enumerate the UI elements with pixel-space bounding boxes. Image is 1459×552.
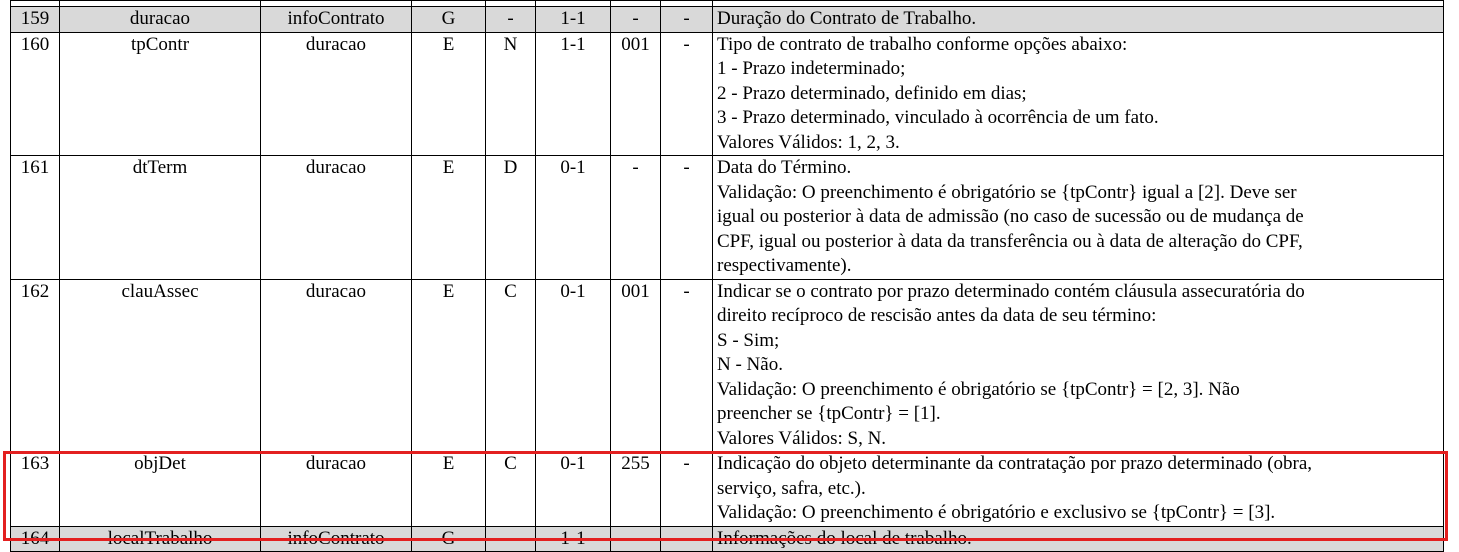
size-cell: 001 <box>611 279 661 452</box>
description-line: 1 - Prazo indeterminado; <box>717 58 906 79</box>
element-type-cell: G <box>412 526 486 552</box>
description-cell <box>713 32 1444 156</box>
field-name-cell: objDet <box>60 452 261 527</box>
description-cell <box>713 7 1444 33</box>
description-line: 2 - Prazo determinado, definido em dias; <box>717 82 1027 104</box>
table-row <box>11 32 1444 156</box>
size-cell: 255 <box>611 452 661 527</box>
table-row <box>11 279 1444 452</box>
description-cell <box>713 279 1444 452</box>
description-cell <box>713 156 1444 280</box>
description-line: serviço, safra, etc.). <box>717 477 866 499</box>
occurrence-cell: 1-1 <box>536 7 611 33</box>
element-type-cell: E <box>412 32 486 156</box>
description-line: CPF, igual ou posterior à data da transferência ou à data de alteração do CPF, <box>717 230 1303 252</box>
description-line: igual ou posterior à data de admissão (no caso de sucessão ou de mudança de <box>717 206 1304 227</box>
parent-cell: duracao <box>261 156 412 280</box>
element-type-cell: G <box>412 7 486 33</box>
element-type-cell: E <box>412 452 486 527</box>
description-line: N - Não. <box>717 354 783 375</box>
description-line: S - Sim; <box>717 329 780 351</box>
decimal-cell: - <box>661 279 713 452</box>
data-type-cell: N <box>486 32 536 156</box>
description-line: direito recíproco de rescisão antes da data de seu término: <box>717 305 1157 326</box>
description-line: Tipo de contrato de trabalho conforme opções abaixo: <box>717 33 1128 55</box>
description-line: Valores Válidos: 1, 2, 3. <box>717 131 900 153</box>
description-cell <box>713 526 1444 552</box>
seq-cell: 161 <box>11 156 60 280</box>
size-cell: - <box>611 526 661 552</box>
description-line: Informações do local de trabalho. <box>717 527 972 549</box>
description-line: preencher se {tpContr} = [1]. <box>717 403 941 424</box>
seq-cell: 159 <box>11 7 60 33</box>
data-type-cell: - <box>486 526 536 552</box>
seq-cell: 162 <box>11 279 60 452</box>
description-line: Indicar se o contrato por prazo determinado contém cláusula assecuratória do <box>717 280 1305 302</box>
table-row-group <box>11 7 1444 33</box>
field-name-cell: localTrabalho <box>60 526 261 552</box>
occurrence-cell: 0-1 <box>536 156 611 280</box>
decimal-cell: - <box>661 32 713 156</box>
field-name-cell: duracao <box>60 7 261 33</box>
data-type-cell: C <box>486 452 536 527</box>
parent-cell: infoContrato <box>261 7 412 33</box>
decimal-cell: - <box>661 7 713 33</box>
data-type-cell: C <box>486 279 536 452</box>
description-line: Duração do Contrato de Trabalho. <box>717 8 977 29</box>
seq-cell: 160 <box>11 32 60 156</box>
parent-cell: duracao <box>261 279 412 452</box>
data-type-cell: D <box>486 156 536 280</box>
size-cell: 001 <box>611 32 661 156</box>
description-line: respectivamente). <box>717 255 852 276</box>
field-name-cell: tpContr <box>60 32 261 156</box>
table-row-group-clipped <box>11 526 1444 552</box>
element-type-cell: E <box>412 156 486 280</box>
field-name-cell: clauAssec <box>60 279 261 452</box>
parent-cell: duracao <box>261 32 412 156</box>
decimal-cell: - <box>661 156 713 280</box>
size-cell: - <box>611 7 661 33</box>
description-cell <box>713 452 1444 527</box>
size-cell: - <box>611 156 661 280</box>
description-line: Indicação do objeto determinante da contratação por prazo determinado (obra, <box>717 453 1313 474</box>
description-line: Validação: O preenchimento é obrigatório se {tpContr} igual a [2]. Deve ser <box>717 181 1297 203</box>
element-type-cell: E <box>412 279 486 452</box>
description-line: Validação: O preenchimento é obrigatório e exclusivo se {tpContr} = [3]. <box>717 502 1276 523</box>
seq-cell: 163 <box>11 452 60 527</box>
parent-cell: infoContrato <box>261 526 412 552</box>
decimal-cell: - <box>661 452 713 527</box>
seq-cell: 164 <box>11 526 60 552</box>
occurrence-cell: 0-1 <box>536 279 611 452</box>
description-line: Valores Válidos: S, N. <box>717 427 887 449</box>
parent-cell: duracao <box>261 452 412 527</box>
table-row <box>11 156 1444 280</box>
description-line: 3 - Prazo determinado, vinculado à ocorrência de um fato. <box>717 107 1159 128</box>
occurrence-cell: 1-1 <box>536 32 611 156</box>
table-row-highlighted <box>11 452 1444 527</box>
description-line: Validação: O preenchimento é obrigatório se {tpContr} = [2, 3]. Não <box>717 378 1240 400</box>
field-name-cell: dtTerm <box>60 156 261 280</box>
description-line: Data do Término. <box>717 157 852 178</box>
data-type-cell: - <box>486 7 536 33</box>
decimal-cell: - <box>661 526 713 552</box>
field-spec-table <box>10 0 1444 552</box>
occurrence-cell: 0-1 <box>536 452 611 527</box>
occurrence-cell: 1-1 <box>536 526 611 552</box>
